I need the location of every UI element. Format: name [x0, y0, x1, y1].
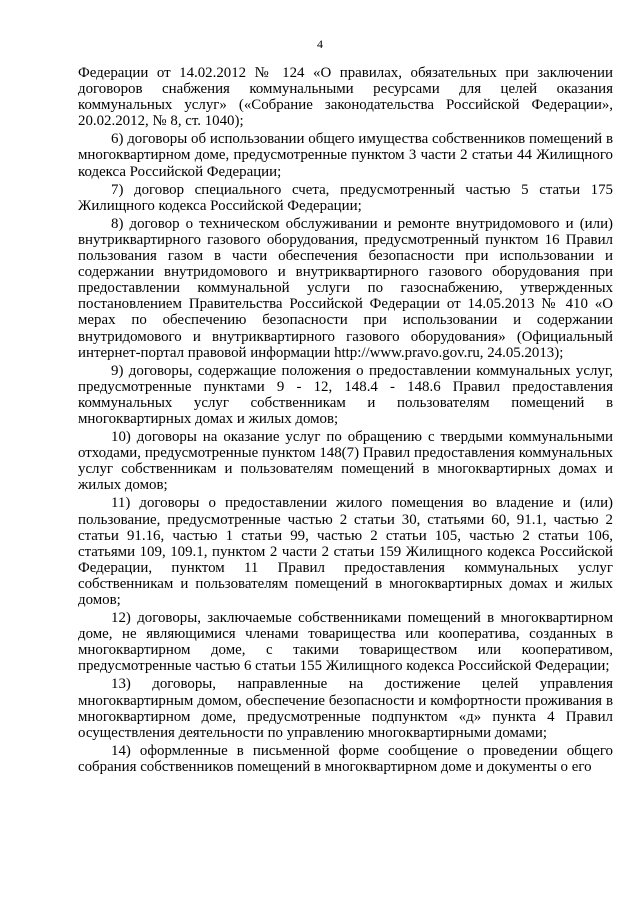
paragraph-item-9: 9) договоры, содержащие положения о предоставлении коммунальных услуг, предусмотренные пунктами 9 - 12, 148.4 - 148.6 Правил предоставления коммунальных услуг собственникам и пользователям помещений в многоквартирных домах и жилых домов;: [78, 362, 613, 427]
document-body: [78, 65, 613, 777]
paragraph-item-8: 8) договор о техническом обслуживании и ремонте внутридомового и (или) внутриквартирного газового оборудования, предусмотренный пунктом 16 Правил пользования газом в части обеспечения безопасности при использовании и содержании внутридомового и внутриквартирного газового оборудования при предоставлении коммунальной услуги по газоснабжению, утвержденных постановлением Правительства Российской Федерации от 14.05.2013 № 410 «О мерах по обеспечению безопасности при использовании и содержании внутридомового и внутриквартирного газового оборудования» (Официальный интернет-портал правовой информации http://www.pravo.gov.ru, 24.05.2013);: [78, 215, 613, 361]
page-number: 4: [317, 37, 323, 51]
paragraph-item-6: 6) договоры об использовании общего имущества собственников помещений в многоквартирном доме, предусмотренные пунктом 3 части 2 статьи 44 Жилищного кодекса Российской Федерации;: [78, 131, 613, 180]
paragraph-item-14: 14) оформленные в письменной форме сообщение о проведении общего собрания собственников помещений в многоквартирном доме и документы о его: [78, 742, 613, 775]
paragraph-continuation: Федерации от 14.02.2012 № 124 «О правилах, обязательных при заключении договоров снабжения коммунальными ресурсами для целей оказания коммунальных услуг» («Собрание законодательства Российской Федерации», 20.02.2012, № 8, ст. 1040);: [78, 65, 613, 130]
paragraph-item-10: 10) договоры на оказание услуг по обращению с твердыми коммунальными отходами, предусмотренные пунктом 148(7) Правил предоставления коммунальных услуг собственникам и пользователям помещений в многоквартирных домах и жилых домов;: [78, 429, 613, 494]
paragraph-item-13: 13) договоры, направленные на достижение целей управления многоквартирным домом, обеспечение безопасности и комфортности проживания в многоквартирном доме, предусмотренные подпунктом «д» пункта 4 Правил осуществления деятельности по управлению многоквартирными домами;: [78, 676, 613, 741]
paragraph-item-11: 11) договоры о предоставлении жилого помещения во владение и (или) пользование, предусмотренные частью 2 статьи 30, статьями 60, 91.1, частью 2 статьи 91.16, частью 1 статьи 99, частью 2 статьи 105, частью 2 статьи 106, статьями 109, 109.1, пунктом 2 части 2 статьи 159 Жилищного кодекса Российской Федерации, пунктом 11 Правил предоставления коммунальных услуг собственникам и пользователям помещений в многоквартирных домах и жилых домов;: [78, 495, 613, 608]
paragraph-item-12: 12) договоры, заключаемые собственниками помещений в многоквартирном доме, не являющимися членами товарищества или кооператива, созданных в многоквартирном доме, с такими товариществом или кооперативом, предусмотренные частью 6 статьи 155 Жилищного кодекса Российской Федерации;: [78, 610, 613, 675]
paragraph-item-7: 7) договор специального счета, предусмотренный частью 5 статьи 175 Жилищного кодекса Российской Федерации;: [78, 181, 613, 214]
